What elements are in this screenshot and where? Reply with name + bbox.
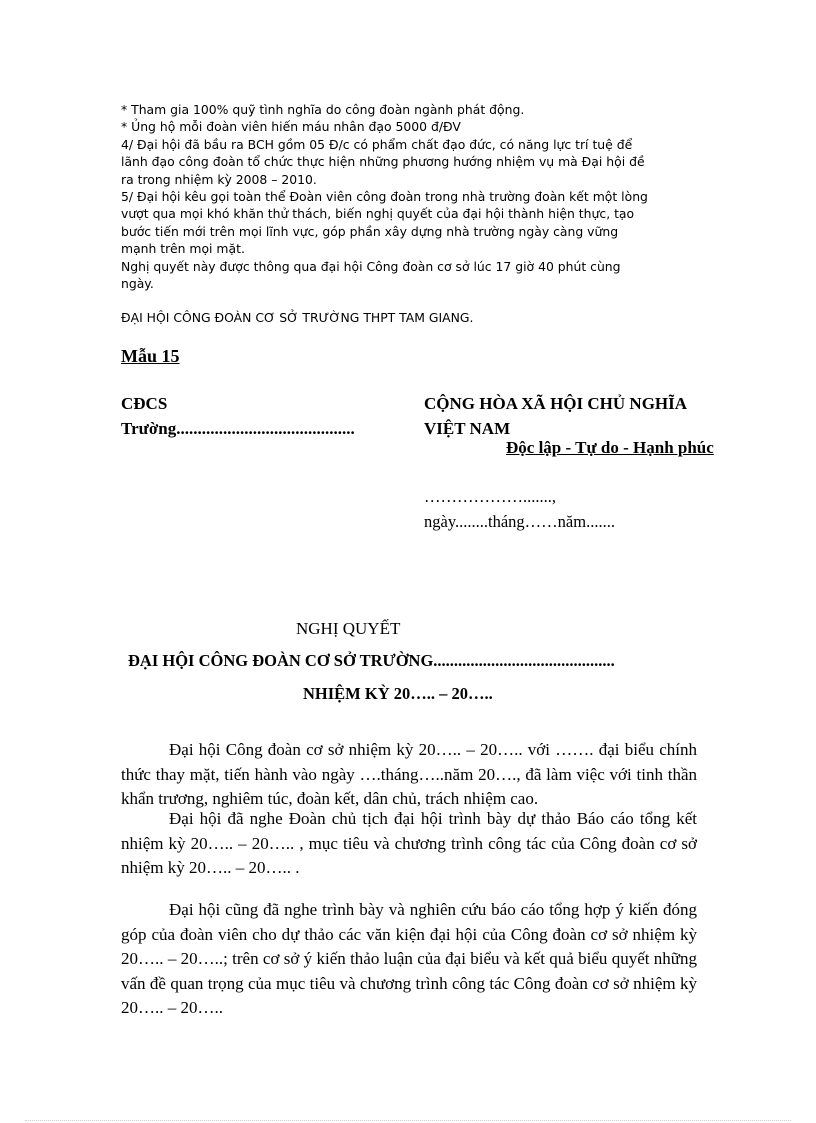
resolution-title: NGHỊ QUYẾT — [296, 619, 401, 638]
date-line: ngày........tháng……năm....... — [424, 512, 615, 531]
excerpt-line: vượt qua mọi khó khăn thử thách, biến nghị quyết của đại hội thành hiện thực, tạo — [121, 206, 635, 222]
body-paragraph — [121, 898, 697, 1021]
org-name: CĐCS — [121, 394, 168, 413]
excerpt-line: mạnh trên mọi mặt. — [121, 241, 245, 257]
body-paragraph — [121, 738, 697, 812]
resolution-term: NHIỆM KỲ 20….. – 20….. — [303, 684, 493, 703]
country-name-line1: CỘNG HÒA XÃ HỘI CHỦ NGHĨA — [424, 394, 688, 413]
excerpt-line: ngày. — [121, 276, 154, 292]
page-divider — [25, 1120, 791, 1121]
signature-line: ĐẠI HỘI CÔNG ĐOÀN CƠ SỞ TRƯỜNG THPT TAM GIANG. — [121, 310, 474, 326]
resolution-subtitle: ĐẠI HỘI CÔNG ĐOÀN CƠ SỞ TRƯỜNG............................................ — [128, 651, 615, 670]
paragraph-text: Đại hội cũng đã nghe trình bày và nghiên cứu báo cáo tổng hợp ý kiến đóng góp của đoàn viên cho dự thảo các văn kiện đại hội của Công đoàn cơ sở nhiệm kỳ 20….. – 20…..; trên cơ sở ý kiến thảo luận của đại biểu và kết quả biểu quyết những vấn đề quan trọng của mục tiêu và chương trình công tác Công đoàn cơ sở nhiệm kỳ 20….. – 20….. — [121, 900, 697, 1017]
body-paragraph — [121, 807, 697, 881]
country-header — [424, 391, 687, 441]
excerpt-line: bước tiến mới trên mọi lĩnh vực, góp phần xây dựng nhà trường ngày càng vững — [121, 223, 619, 239]
excerpt-line: * Tham gia 100% quỹ tình nghĩa do công đoàn ngành phát động. — [121, 102, 525, 117]
excerpt-line: lãnh đạo công đoàn tổ chức thực hiện những phương hướng nhiệm vụ mà Đại hội đề — [121, 154, 645, 170]
paragraph-text: Đại hội đã nghe Đoàn chủ tịch đại hội trình bày dự thảo Báo cáo tổng kết nhiệm kỳ 20….. – 20….. , mục tiêu và chương trình công tác của Công đoàn cơ sở nhiệm kỳ 20….. – 20….. . — [121, 809, 697, 877]
paragraph-text: Đại hội Công đoàn cơ sở nhiệm kỳ 20….. – 20….. với ……. đại biểu chính thức thay mặt, tiến hành vào ngày ….tháng…..năm 20…., đã làm việc với tinh thần khẩn trương, nghiêm túc, đoàn kết, dân chủ, trách nhiệm cao. — [121, 740, 697, 808]
excerpt-line: 4/ Đại hội đã bầu ra BCH gồm 05 Đ/c có phẩm chất đạo đức, có năng lực trí tuệ để — [121, 136, 633, 152]
school-name: Trường.......................................... — [121, 419, 355, 438]
excerpt-line: Nghị quyết này được thông qua đại hội Công đoàn cơ sở lúc 17 giờ 40 phút cùng — [121, 258, 621, 274]
excerpt-line: 5/ Đại hội kêu gọi toàn thể Đoàn viên công đoàn trong nhà trường đoàn kết một lòng — [121, 189, 648, 205]
spacer — [121, 292, 721, 309]
national-motto: Độc lập - Tự do - Hạnh phúc — [506, 438, 714, 457]
form-title: Mẫu 15 — [121, 346, 180, 366]
organization-header — [121, 391, 355, 441]
place-date — [424, 484, 615, 534]
country-name-line2: VIỆT NAM — [424, 419, 511, 438]
excerpt-line: ra trong nhiệm kỳ 2008 – 2010. — [121, 171, 317, 187]
place-line: ………………......., — [424, 487, 556, 506]
excerpt-line: * Ủng hộ mỗi đoàn viên hiến máu nhân đạo 5000 đ/ĐV — [121, 119, 461, 135]
resolution-excerpt — [121, 101, 721, 327]
